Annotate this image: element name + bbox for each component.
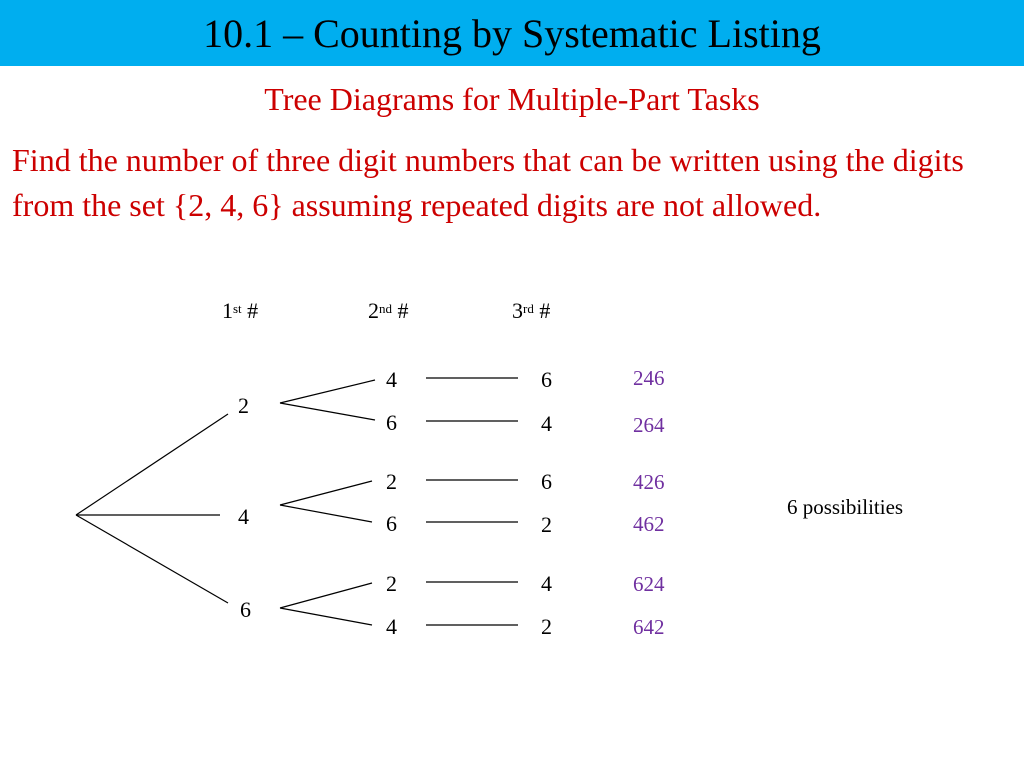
branch-root-to-6 [76, 515, 228, 603]
branch-2-to-4 [280, 380, 375, 403]
header-second-num: 2 [368, 298, 379, 323]
slide-subtitle: Tree Diagrams for Multiple-Part Tasks [264, 81, 760, 117]
third-digit-node: 6 [541, 367, 552, 392]
branch-6-to-4 [280, 608, 372, 625]
second-digit-node: 6 [386, 511, 397, 536]
branch-4-to-2 [280, 481, 372, 505]
result-number: 462 [633, 512, 665, 536]
header-third-num: 3 [512, 298, 523, 323]
slide-title: 10.1 – Counting by Systematic Listing [203, 11, 821, 56]
second-digit-node: 4 [386, 614, 397, 639]
header-second-digit [368, 298, 409, 324]
third-digit-node: 4 [541, 411, 552, 436]
problem-statement: Find the number of three digit numbers that can be written using the digits from the set {2, 4, 6} assuming repeated digits are not allowed. [12, 142, 964, 223]
result-number: 642 [633, 615, 665, 639]
first-digit-node: 2 [238, 393, 249, 418]
result-number: 264 [633, 413, 665, 437]
second-digit-node: 2 [386, 469, 397, 494]
third-digit-node: 6 [541, 469, 552, 494]
header-second-sup: nd [379, 301, 392, 316]
third-digit-node: 4 [541, 571, 552, 596]
branch-6-to-2 [280, 583, 372, 608]
second-digit-node: 2 [386, 571, 397, 596]
header-first-sup: st [233, 301, 242, 316]
branch-root-to-2 [76, 414, 228, 515]
header-third-sup: rd [523, 301, 534, 316]
second-digit-node: 6 [386, 410, 397, 435]
header-third-suffix: # [533, 298, 551, 323]
second-digit-node: 4 [386, 367, 397, 392]
first-digit-node: 6 [240, 597, 251, 622]
result-number: 246 [633, 366, 665, 390]
third-digit-node: 2 [541, 614, 552, 639]
branch-4-to-6 [280, 505, 372, 522]
result-number: 624 [633, 572, 665, 596]
branch-2-to-6 [280, 403, 375, 420]
header-first-digit [222, 298, 258, 324]
header-second-suffix: # [392, 298, 409, 323]
header-first-num: 1 [222, 298, 233, 323]
header-third-digit [512, 298, 550, 324]
third-digit-node: 2 [541, 512, 552, 537]
result-number: 426 [633, 470, 665, 494]
possibilities-summary: 6 possibilities [787, 495, 904, 519]
first-digit-node: 4 [238, 504, 249, 529]
header-first-suffix: # [241, 298, 259, 323]
